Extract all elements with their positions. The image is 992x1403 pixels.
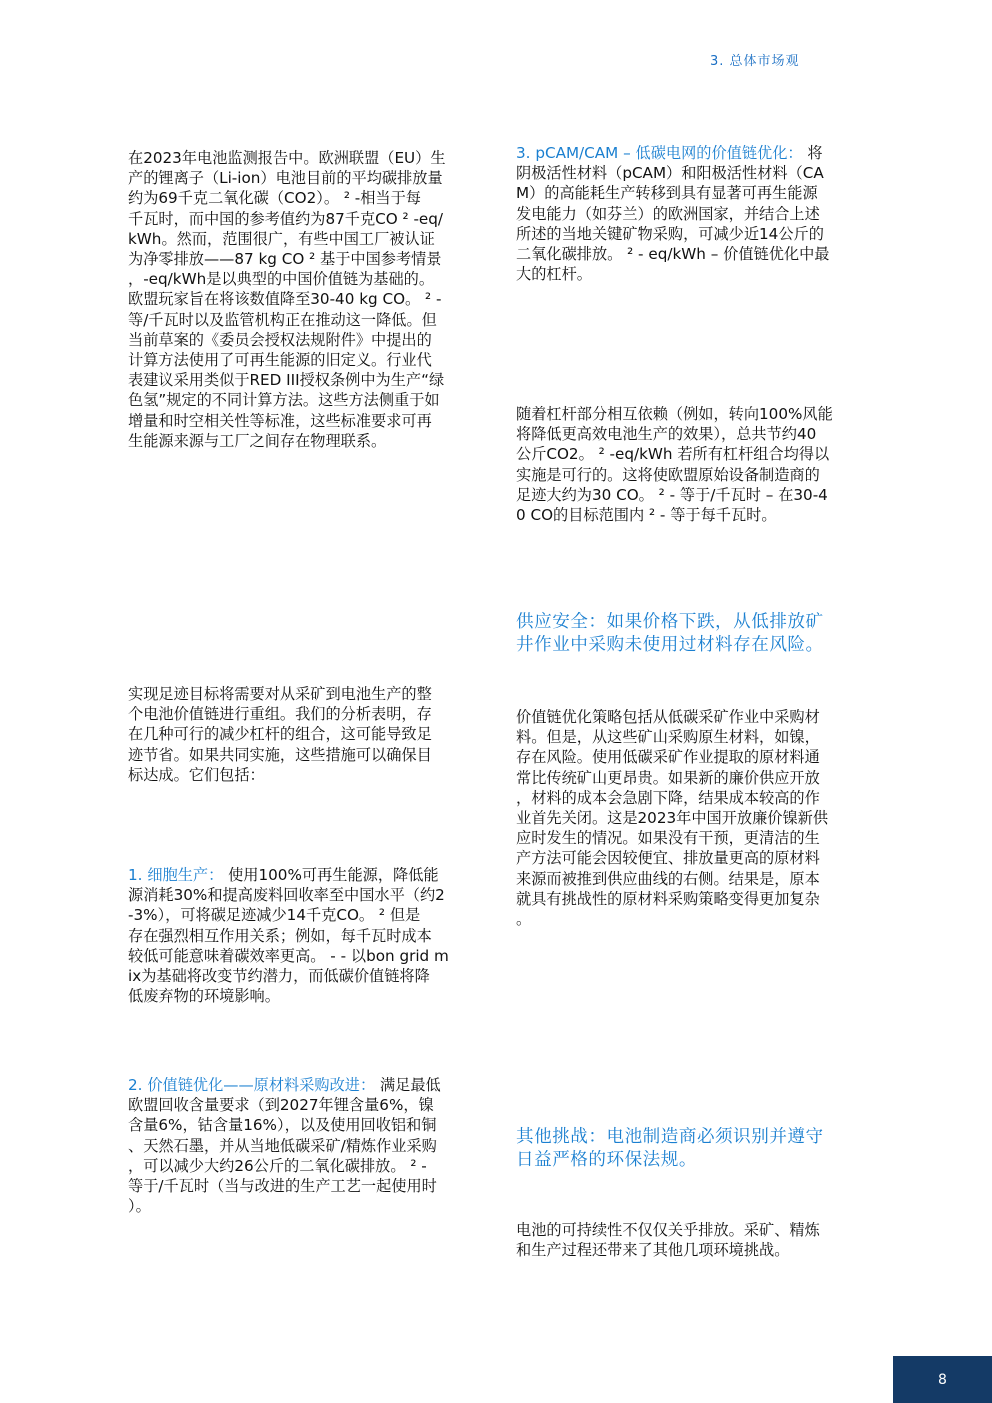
pcam-lead: 3. pCAM/CAM – 低碳电网的价值链优化： bbox=[516, 144, 803, 162]
right-paragraph-3: 价值链优化策略包括从低碳采矿作业中采购材 料。但是，从这些矿山采购原生材料，如镍， 存在风险。使用低碳采矿作业提取的原材料通 常比传统矿山更昂贵。如果新的廉价供应开放 ，材料的成本会急剧下降，结果成本较高的作 业首先关闭。这是2023年中国开放廉价镍新供 应时发生的情况。如果没有干预，更清洁的生 产方法可能会因较便宜、排放量更高的原材料 来源而被推到供应曲线的右侧。结果是，原本 就具有挑战性的原材料采购策略变得更加复杂 。 bbox=[516, 708, 829, 929]
page-number: 8 bbox=[938, 1371, 947, 1388]
page-number-box bbox=[893, 1356, 992, 1403]
left-paragraph-value-chain: 2. 价值链优化——原材料采购改进： 满足最低 欧盟回收含量要求（到2027年锂含量6%，镍 含量6%，钴含量16%），以及使用回收铝和铜 、天然石墨，并从当地低碳采矿/精炼作业采购 ，可以减少大约26公斤的二氧化碳排放。 ² - 等于/千瓦时（当与改进的生产工艺一起使用时 ）。 bbox=[128, 1076, 441, 1216]
left-paragraph-cell-production: 1. 细胞生产： 使用100%可再生能源，降低能 源消耗30%和提高废料回收率至中国水平（约2 -3%），可将碳足迹减少14千克CO。 ² 但是 存在强烈相互作用关系；例如，每千瓦时成本 较低可能意味着碳效率更高。 - - 以bon grid m ix为基础将改变节约潜力，而低碳价值链将降 低废弃物的环境影响。 bbox=[128, 866, 449, 1006]
left-paragraph-2: 实现足迹目标将需要对从采矿到电池生产的整 个电池价值链进行重组。我们的分析表明，存 在几种可行的减少杠杆的组合，这可能导致足 迹节省。如果共同实施，这些措施可以确保目 标达成。它们包括： bbox=[128, 685, 432, 784]
right-paragraph-pcam: 3. pCAM/CAM – 低碳电网的价值链优化： 将 阴极活性材料（pCAM）和阳极活性材料（CA M）的高能耗生产转移到具有显著可再生能源 发电能力（如芬兰）的欧洲国家，并结合上述 所述的当地关键矿物采购，可减少近14公斤的 二氧化碳排放。 ² - eq/kWh – 价值链优化中最 大的杠杆。 bbox=[516, 144, 830, 284]
cell-production-lead: 1. 细胞生产： bbox=[128, 866, 224, 884]
right-paragraph-2: 随着杠杆部分相互依赖（例如，转向100%风能 将降低更高效电池生产的效果），总共节约40 公斤CO2。 ² -eq/kWh 若所有杠杆组合均得以 实施是可行的。这将使欧盟原始设备制造商的 足迹大约为30 CO。 ² - 等于/千瓦时 – 在30-4 0 CO的目标范围内 ² - 等于每千瓦时。 bbox=[516, 405, 833, 525]
left-paragraph-1: 在2023年电池监测报告中。欧洲联盟（EU）生 产的锂离子（Li-ion）电池目前的平均碳排放量 约为69千克二氧化碳（CO2）。 ² -相当于每 千瓦时，而中国的参考值约为87千克CO ² -eq/ kWh。然而，范围很广，有些中国工厂被认证 为净零排放——87 kg CO ² 基于中国参考情景 ，-eq/kWh是以典型的中国价值链为基础的。 欧盟玩家旨在将该数值降至30-40 kg CO。 ² - 等/千瓦时以及监管机构正在推动这一降低。但 当前草案的《委员会授权法规附件》中提出的 计算方法使用了可再生能源的旧定义。行业代 表建议采用类似于RED III授权条例中为生产“绿 色氢”规定的不同计算方法。这些方法侧重于如 增量和时空相关性等标准，这些标准要求可再 生能源来源与工厂之间存在物理联系。 bbox=[128, 149, 446, 450]
supply-security-heading: 供应安全：如果价格下跌，从低排放矿 井作业中采购未使用过材料存在风险。 bbox=[516, 612, 824, 655]
right-paragraph-4: 电池的可持续性不仅仅关乎排放。采矿、精炼 和生产过程还带来了其他几项环境挑战。 bbox=[516, 1221, 820, 1260]
other-challenges-heading: 其他挑战：电池制造商必须识别并遵守 日益严格的环保法规。 bbox=[516, 1127, 824, 1170]
value-chain-lead: 2. 价值链优化——原材料采购改进： bbox=[128, 1076, 376, 1094]
section-header: 3. 总体市场观 bbox=[710, 54, 800, 69]
